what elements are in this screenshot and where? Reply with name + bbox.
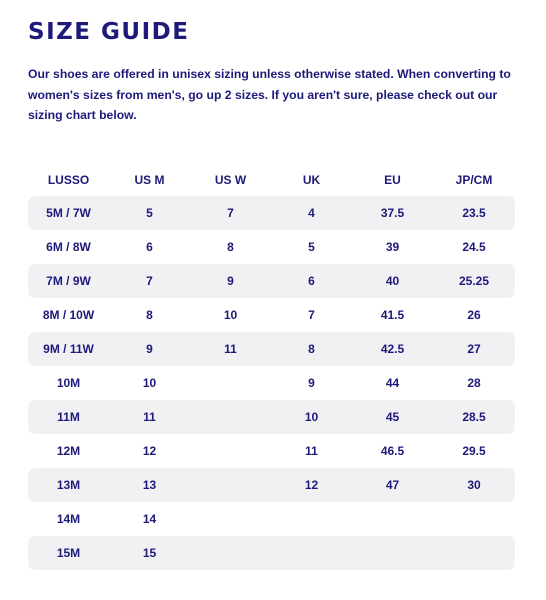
cell-jp-cm: 24.5 [462, 240, 486, 254]
cell-us-w: 7 [227, 206, 234, 220]
cell-jp-cm: 29.5 [462, 444, 486, 458]
cell-eu: 47 [385, 478, 400, 492]
cell-jp-cm: 28 [467, 376, 481, 390]
cell-us-m: 11 [143, 410, 156, 424]
cell-us-w: 10 [223, 308, 238, 322]
table-row [28, 434, 515, 468]
header-jp-cm: JP/CM [455, 173, 493, 187]
cell-eu: 39 [385, 240, 400, 254]
cell-lusso: 12M [56, 444, 81, 458]
cell-lusso: 11M [57, 410, 80, 424]
cell-lusso: 9M / 11W [43, 342, 94, 356]
cell-lusso: 7M / 9W [46, 274, 91, 288]
table-row [28, 298, 515, 332]
cell-eu: 37.5 [380, 206, 405, 220]
cell-us-m: 14 [142, 512, 157, 526]
cell-us-m: 15 [142, 546, 157, 560]
intro-paragraph: Our shoes are offered in unisex sizing unless otherwise stated. When converting to women's sizes from men's, go up 2 sizes. If you aren't sure, please check out our sizing chart below. [28, 67, 511, 122]
cell-lusso: 10M [56, 376, 81, 390]
cell-us-w: 11 [224, 342, 237, 356]
cell-eu: 41.5 [380, 308, 405, 322]
cell-eu: 40 [385, 274, 400, 288]
cell-uk: 8 [308, 342, 315, 356]
cell-jp-cm: 28.5 [462, 410, 486, 424]
cell-jp-cm: 30 [467, 478, 481, 492]
cell-lusso: 13M [56, 478, 81, 492]
table-row [28, 536, 515, 570]
cell-lusso: 5M / 7W [46, 206, 91, 220]
cell-us-m: 7 [146, 274, 153, 288]
table-row [28, 366, 515, 400]
cell-jp-cm: 27 [467, 342, 481, 356]
table-row [28, 468, 515, 502]
size-chart-table [28, 164, 515, 570]
cell-uk: 12 [304, 478, 319, 492]
cell-uk: 6 [308, 274, 315, 288]
header-us-w: US W [214, 173, 247, 187]
cell-eu: 45 [385, 410, 400, 424]
header-eu: EU [384, 173, 401, 187]
cell-eu: 44 [385, 376, 400, 390]
cell-us-w: 9 [227, 274, 234, 288]
cell-eu: 46.5 [380, 444, 405, 458]
cell-jp-cm: 25.25 [458, 274, 490, 288]
table-row [28, 502, 515, 536]
cell-lusso: 8M / 10W [42, 308, 95, 322]
cell-us-m: 5 [146, 206, 153, 220]
cell-lusso: 6M / 8W [46, 240, 91, 254]
cell-us-w: 8 [227, 240, 234, 254]
cell-uk: 5 [308, 240, 315, 254]
table-row [28, 230, 515, 264]
cell-jp-cm: 23.5 [462, 206, 486, 220]
cell-us-m: 9 [146, 342, 153, 356]
cell-uk: 9 [308, 376, 315, 390]
cell-uk: 10 [304, 410, 319, 424]
cell-uk: 7 [308, 308, 315, 322]
cell-jp-cm: 26 [467, 308, 481, 322]
cell-us-m: 10 [142, 376, 157, 390]
cell-eu: 42.5 [380, 342, 405, 356]
header-uk: UK [302, 173, 321, 187]
cell-us-m: 8 [146, 308, 153, 322]
table-row [28, 400, 515, 434]
cell-us-m: 13 [142, 478, 157, 492]
cell-uk: 11 [305, 444, 318, 458]
header-lusso: LUSSO [47, 173, 90, 187]
table-row [28, 196, 515, 230]
page-title: SIZE GUIDE [28, 19, 190, 45]
cell-lusso: 15M [56, 546, 81, 560]
header-us-m: US M [134, 173, 165, 187]
cell-uk: 4 [308, 206, 315, 220]
cell-us-m: 6 [146, 240, 153, 254]
table-row [28, 332, 515, 366]
table-row [28, 264, 515, 298]
cell-us-m: 12 [142, 444, 157, 458]
cell-lusso: 14M [56, 512, 81, 526]
table-header-row [28, 164, 515, 196]
